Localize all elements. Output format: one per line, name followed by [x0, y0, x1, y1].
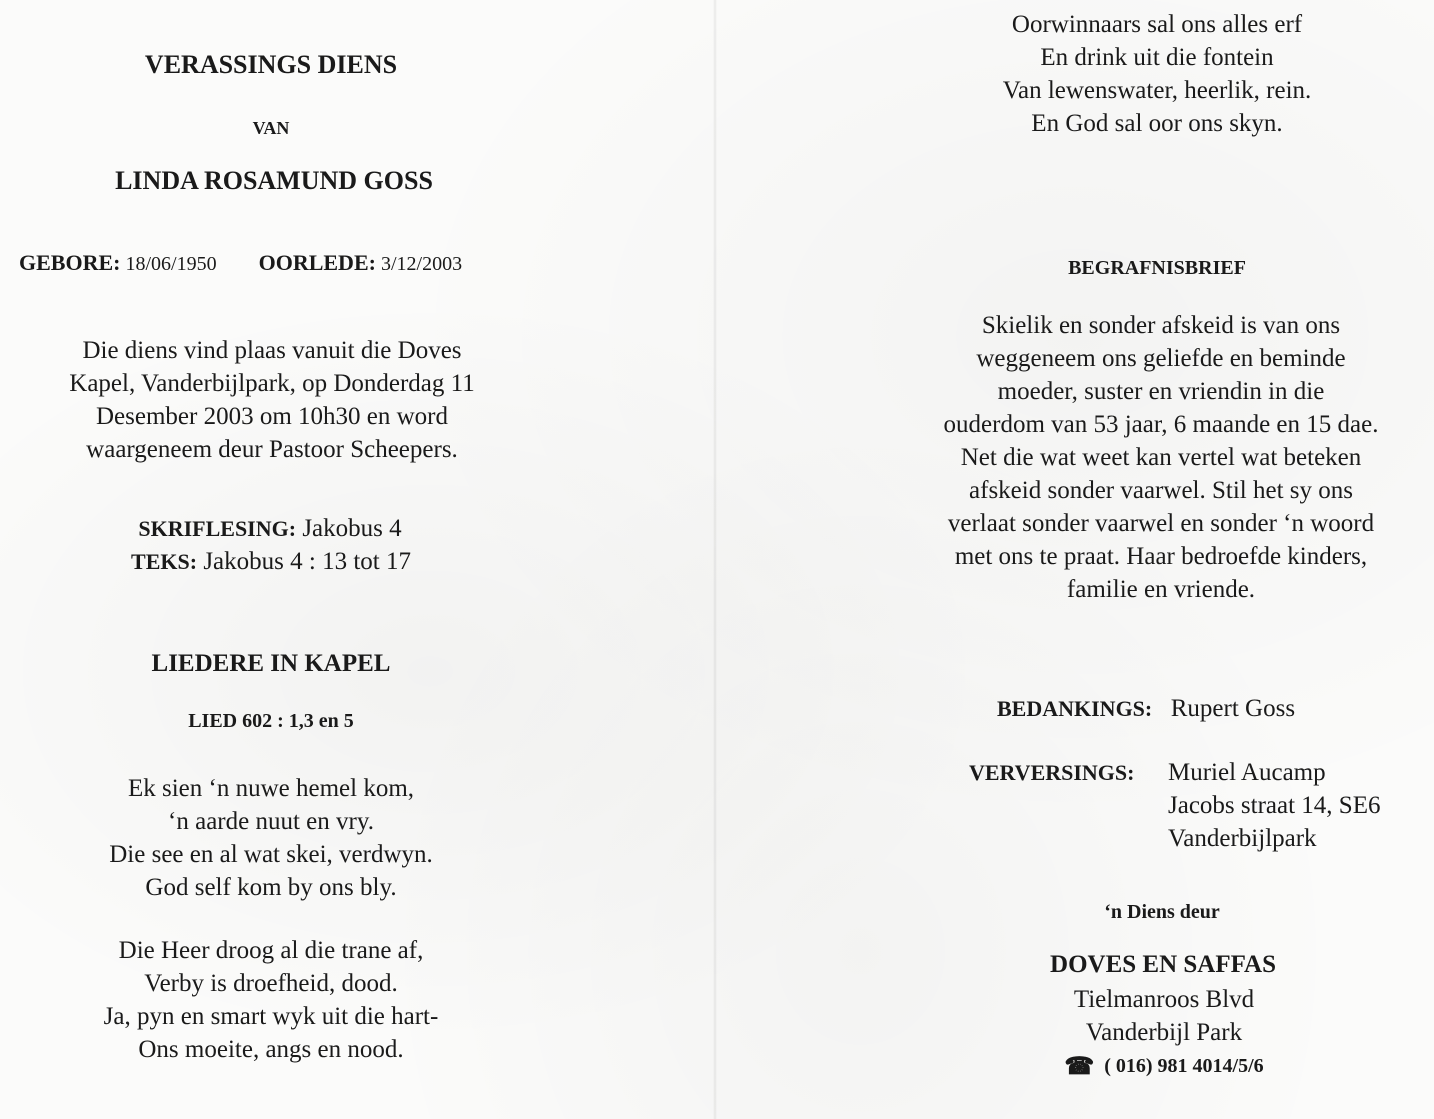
telephone-icon: ☎: [1064, 1054, 1095, 1080]
service-line: Die diens vind plaas vanuit die Doves: [82, 337, 462, 364]
died-value: 3/12/2003: [380, 253, 463, 275]
company-address: [1074, 983, 1254, 1049]
sermon-text: [131, 548, 411, 576]
letter-line: afskeid sonder vaarwel. Stil het sy ons: [969, 477, 1353, 504]
refresh-details: [1168, 756, 1380, 855]
letter-line: moeder, suster en vriendin in die: [997, 378, 1325, 405]
verse-line: Ons moeite, angs en nood.: [138, 1036, 404, 1063]
verse-line: Die Heer droog al die trane af,: [118, 937, 424, 964]
verse-line: En God sal oor ons skyn.: [1031, 110, 1283, 137]
thanks-line: [997, 695, 1295, 723]
refresh-line: Vanderbijlpark: [1168, 825, 1317, 852]
dates-line: [19, 250, 462, 276]
verse-line: Die see en al wat skei, verdwyn.: [109, 841, 433, 868]
letter-line: met ons te praat. Haar bedroefde kinders,: [954, 543, 1368, 570]
letter-line: familie en vriende.: [1066, 576, 1256, 603]
funeral-letter: [944, 309, 1379, 606]
verse-line: Verby is droefheid, dood.: [144, 970, 398, 997]
verse-line: ‘n aarde nuut en vry.: [168, 808, 374, 835]
hymn-verse-1: [109, 772, 433, 904]
verse-line: God self kom by ons bly.: [145, 874, 397, 901]
hymn-reference: LIED 602 : 1,3 en 5: [188, 710, 354, 732]
scripture-reading: [138, 515, 401, 543]
service-details: [69, 334, 474, 466]
text-value: Jakobus 4 : 13 tot 17: [203, 548, 411, 575]
hymn-verse-2: [104, 934, 439, 1066]
verse-line: Van lewenswater, heerlik, rein.: [1002, 77, 1312, 104]
letter-line: ouderdom van 53 jaar, 6 maande en 15 dae.: [943, 411, 1379, 438]
service-line: waargeneem deur Pastoor Scheepers.: [86, 436, 458, 463]
reading-label: SKRIFLESING:: [138, 516, 297, 541]
refresh-line: Muriel Aucamp: [1168, 759, 1326, 786]
center-fold: [713, 0, 717, 1119]
refresh-line: Jacobs straat 14, SE6: [1168, 792, 1381, 819]
letter-line: weggeneem ons geliefde en beminde: [976, 345, 1346, 372]
thanks-value: Rupert Goss: [1170, 695, 1296, 722]
verse-line: Ja, pyn en smart wyk uit die hart-: [103, 1003, 439, 1030]
hymns-heading: LIEDERE IN KAPEL: [151, 650, 391, 677]
letter-line: verlaat sonder vaarwel en sonder ‘n woord: [947, 510, 1375, 537]
company-name: DOVES EN SAFFAS: [1050, 951, 1276, 978]
phone-number: ( 016) 981 4014/5/6: [1104, 1055, 1264, 1077]
letter-line: Skielik en sonder afskeid is van ons: [981, 312, 1341, 339]
service-title: VERASSINGS DIENS: [144, 50, 398, 79]
refresh-label: VERVERSINGS:: [969, 760, 1135, 785]
address-line: Tielmanroos Blvd: [1073, 986, 1255, 1013]
deceased-name: LINDA ROSAMUND GOSS: [115, 166, 433, 195]
phone-line: [1064, 1052, 1263, 1081]
letter-heading: BEGRAFNISBRIEF: [1068, 257, 1246, 279]
letter-line: Net die wat weet kan vertel wat beteken: [960, 444, 1362, 471]
thanks-label: BEDANKINGS:: [997, 696, 1153, 721]
born-value: 18/06/1950: [125, 253, 217, 275]
hymn-verse-3: [1003, 8, 1312, 140]
service-line: Kapel, Vanderbijlpark, op Donderdag 11: [69, 370, 475, 397]
address-line: Vanderbijl Park: [1085, 1019, 1243, 1046]
verse-line: Oorwinnaars sal ons alles erf: [1011, 11, 1303, 38]
verse-line: En drink uit die fontein: [1040, 44, 1274, 71]
van-label: VAN: [252, 118, 290, 138]
text-label: TEKS:: [131, 549, 198, 574]
service-by: ‘n Diens deur: [1104, 901, 1220, 923]
service-line: Desember 2003 om 10h30 en word: [95, 403, 449, 430]
born-label: GEBORE:: [19, 250, 121, 275]
died-label: OORLEDE:: [258, 250, 376, 275]
verse-line: Ek sien ‘n nuwe hemel kom,: [127, 775, 415, 802]
reading-value: Jakobus 4: [302, 515, 402, 542]
